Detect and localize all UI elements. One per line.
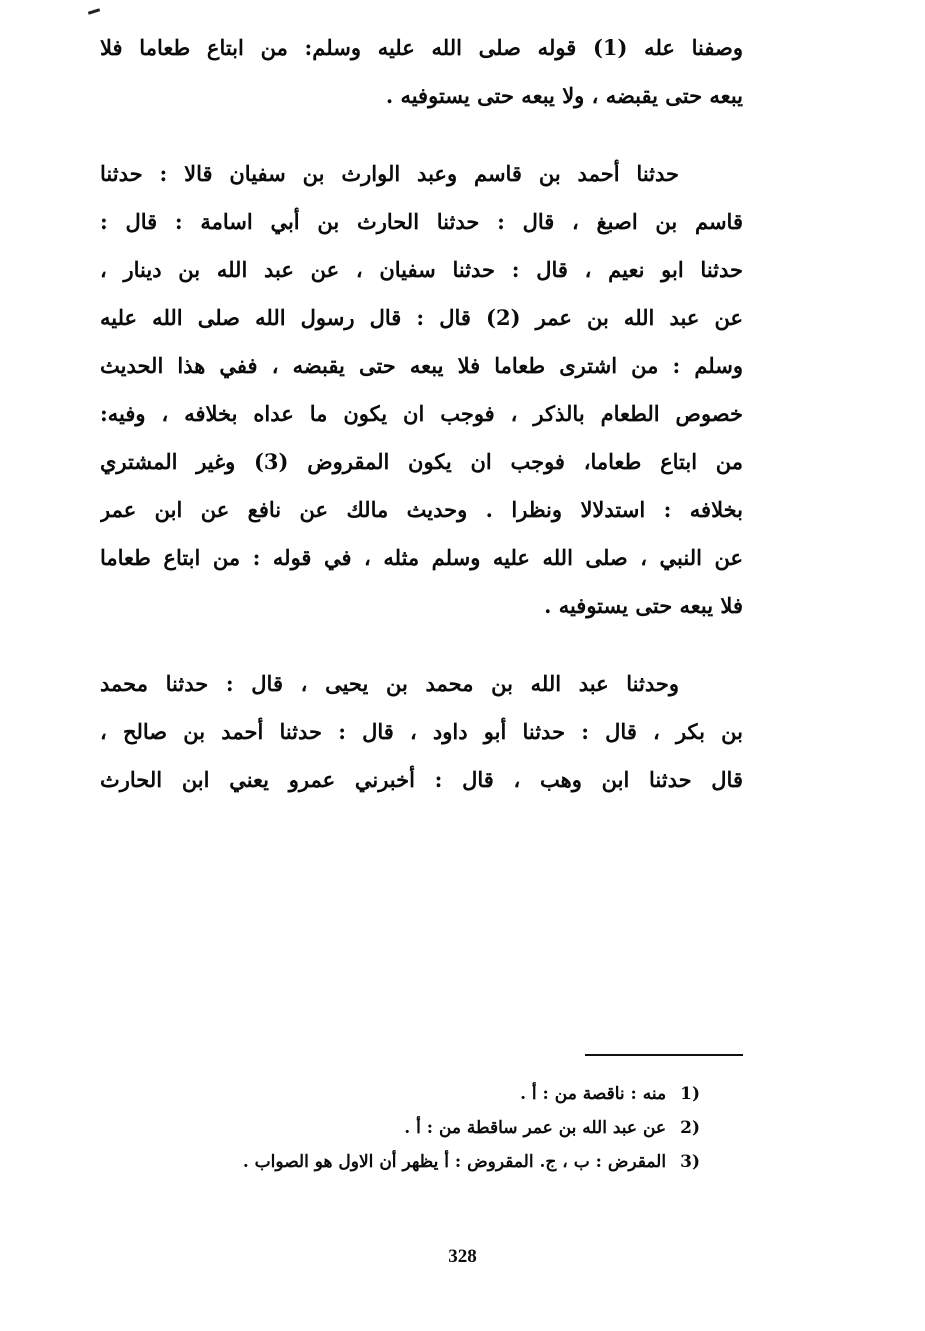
text-line: عن عبد الله بن عمر (2) قال : قال رسول الله صلى الله عليه <box>100 305 743 330</box>
paragraph <box>100 660 743 804</box>
text-line: وسلم : من اشترى طعاما فلا يبعه حتى يقبضه ، ففي هذا الحديث <box>100 353 743 378</box>
text-line: وحدثنا عبد الله بن محمد بن يحيى ، قال : حدثنا محمد <box>100 671 679 696</box>
text-line: حدثنا ابو نعيم ، قال : حدثنا سفيان ، عن عبد الله بن دينار ، <box>100 257 743 282</box>
text-line: عن النبي ، صلى الله عليه وسلم مثله ، في قوله : من ابتاع طعاما <box>100 545 743 570</box>
footnote-item <box>80 1145 700 1179</box>
footnote-text: عن عبد الله بن عمر ساقطة من : أ . <box>404 1118 667 1138</box>
text-line: بن بكر ، قال : حدثنا أبو داود ، قال : حدثنا أحمد بن صالح ، <box>100 719 743 744</box>
footnote-item <box>80 1111 700 1145</box>
text-line: بخلافه : استدلالا ونظرا . وحديث مالك عن نافع عن ابن عمر <box>100 497 743 522</box>
text-line: يبعه حتى يقبضه ، ولا يبعه حتى يستوفيه . <box>385 83 743 108</box>
footnote-number: (3 <box>680 1152 700 1172</box>
text-line: خصوص الطعام بالذكر ، فوجب ان يكون ما عداه بخلافه ، وفيه: <box>100 401 743 426</box>
text-line: قال حدثنا ابن وهب ، قال : أخبرني عمرو يعني ابن الحارث <box>100 767 743 792</box>
footnote-number: (2 <box>680 1118 700 1138</box>
text-line: من ابتاع طعاما، فوجب ان يكون المقروض (3) وغير المشتري <box>100 449 743 474</box>
footnote-text: المقرض : ب ، ج. المقروض : أ يظهر أن الاول هو الصواب . <box>242 1152 667 1172</box>
text-line: قاسم بن اصبغ ، قال : حدثنا الحارث بن أبي اسامة : قال : <box>100 209 743 234</box>
footnotes <box>80 1077 700 1179</box>
footnote-item <box>80 1077 700 1111</box>
text-line: فلا يبعه حتى يستوفيه . <box>544 593 743 618</box>
footnote-number: (1 <box>680 1084 700 1104</box>
footnote-text: منه : ناقصة من : أ . <box>520 1084 667 1104</box>
paragraph <box>100 150 743 630</box>
main-text <box>100 24 743 804</box>
footnote-separator <box>585 1054 743 1056</box>
print-mark <box>88 8 100 15</box>
text-line: وصفنا عله (1) قوله صلى الله عليه وسلم: من ابتاع طعاما فلا <box>100 35 743 60</box>
page-number: 328 <box>448 1246 477 1267</box>
text-line: حدثنا أحمد بن قاسم وعبد الوارث بن سفيان قالا : حدثنا <box>100 161 680 186</box>
paragraph <box>100 24 743 120</box>
